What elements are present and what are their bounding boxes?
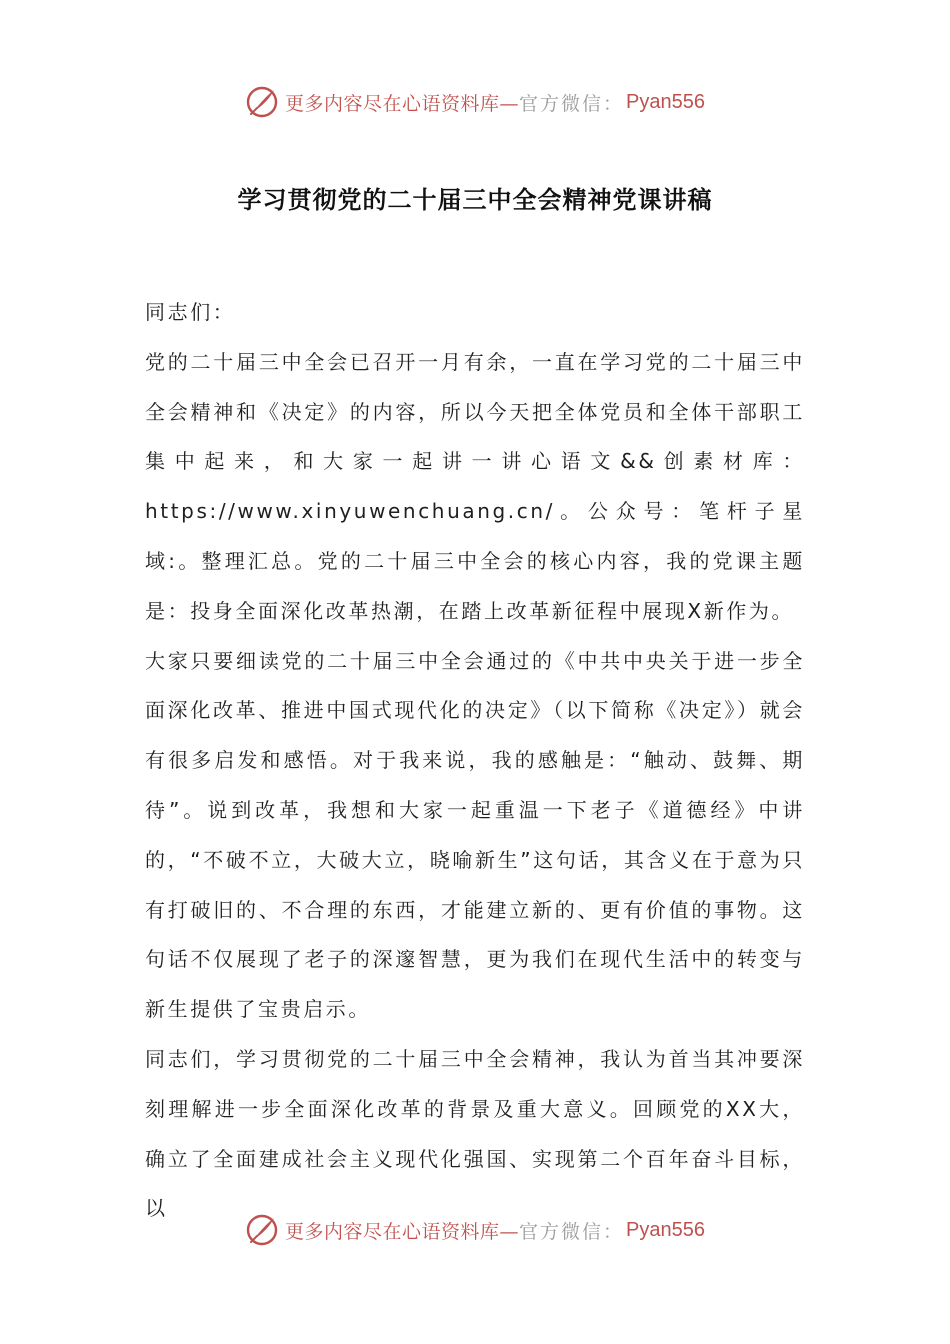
- document-title: 学习贯彻党的二十届三中全会精神党课讲稿: [237, 186, 713, 214]
- banner-library-text: 更多内容尽在心语资料库—: [285, 92, 520, 115]
- banner-wechat-label: 官方微信：: [519, 92, 625, 115]
- banner-wechat-id: Pyan556: [626, 90, 705, 113]
- footer-watermark-banner: [0, 1210, 950, 1250]
- header-watermark-banner: [0, 82, 950, 122]
- quill-logo-icon: [245, 85, 279, 119]
- paragraph: 党的二十届三中全会已召开一月有余，一直在学习党的二十届三中全会精神和《决定》的内容，所以今天把全体党员和全体干部职工集中起来，和大家一起讲一讲心语文&&创素材库：https://www.xinyuwenchuang.cn/。公众号：笔杆子星域:。整理汇总。党的二十届三中全会的核心内容，我的党课主题是：投身全面深化改革热潮，在踏上改革新征程中展现X新作为。: [145, 349, 805, 623]
- paragraph: 大家只要细读党的二十届三中全会通过的《中共中央关于进一步全面深化改革、推进中国式现代化的决定》（以下简称《决定》）就会有很多启发和感悟。对于我来说，我的感触是：“触动、鼓舞、期待”。说到改革，我想和大家一起重温一下老子《道德经》中讲的，“不破不立，大破大立，晓喻新生”这句话，其含义在于意为只有打破旧的、不合理的东西，才能建立新的、更有价值的事物。这句话不仅展现了老子的深邃智慧，更为我们在现代生活中的转变与新生提供了宝贵启示。: [145, 648, 805, 1022]
- banner-wechat-label: 官方微信：: [519, 1220, 625, 1243]
- paragraph-salutation: 同志们：: [145, 300, 236, 324]
- banner-library-text: 更多内容尽在心语资料库—: [285, 1220, 520, 1243]
- paragraph: 同志们，学习贯彻党的二十届三中全会精神，我认为首当其冲要深刻理解进一步全面深化改革的背景及重大意义。回顾党的XX大，确立了全面建成社会主义现代化强国、实现第二个百年奋斗目标，以: [145, 1046, 805, 1221]
- document-body: [145, 288, 805, 1234]
- banner-wechat-id: Pyan556: [626, 1218, 705, 1241]
- quill-logo-icon: [245, 1213, 279, 1247]
